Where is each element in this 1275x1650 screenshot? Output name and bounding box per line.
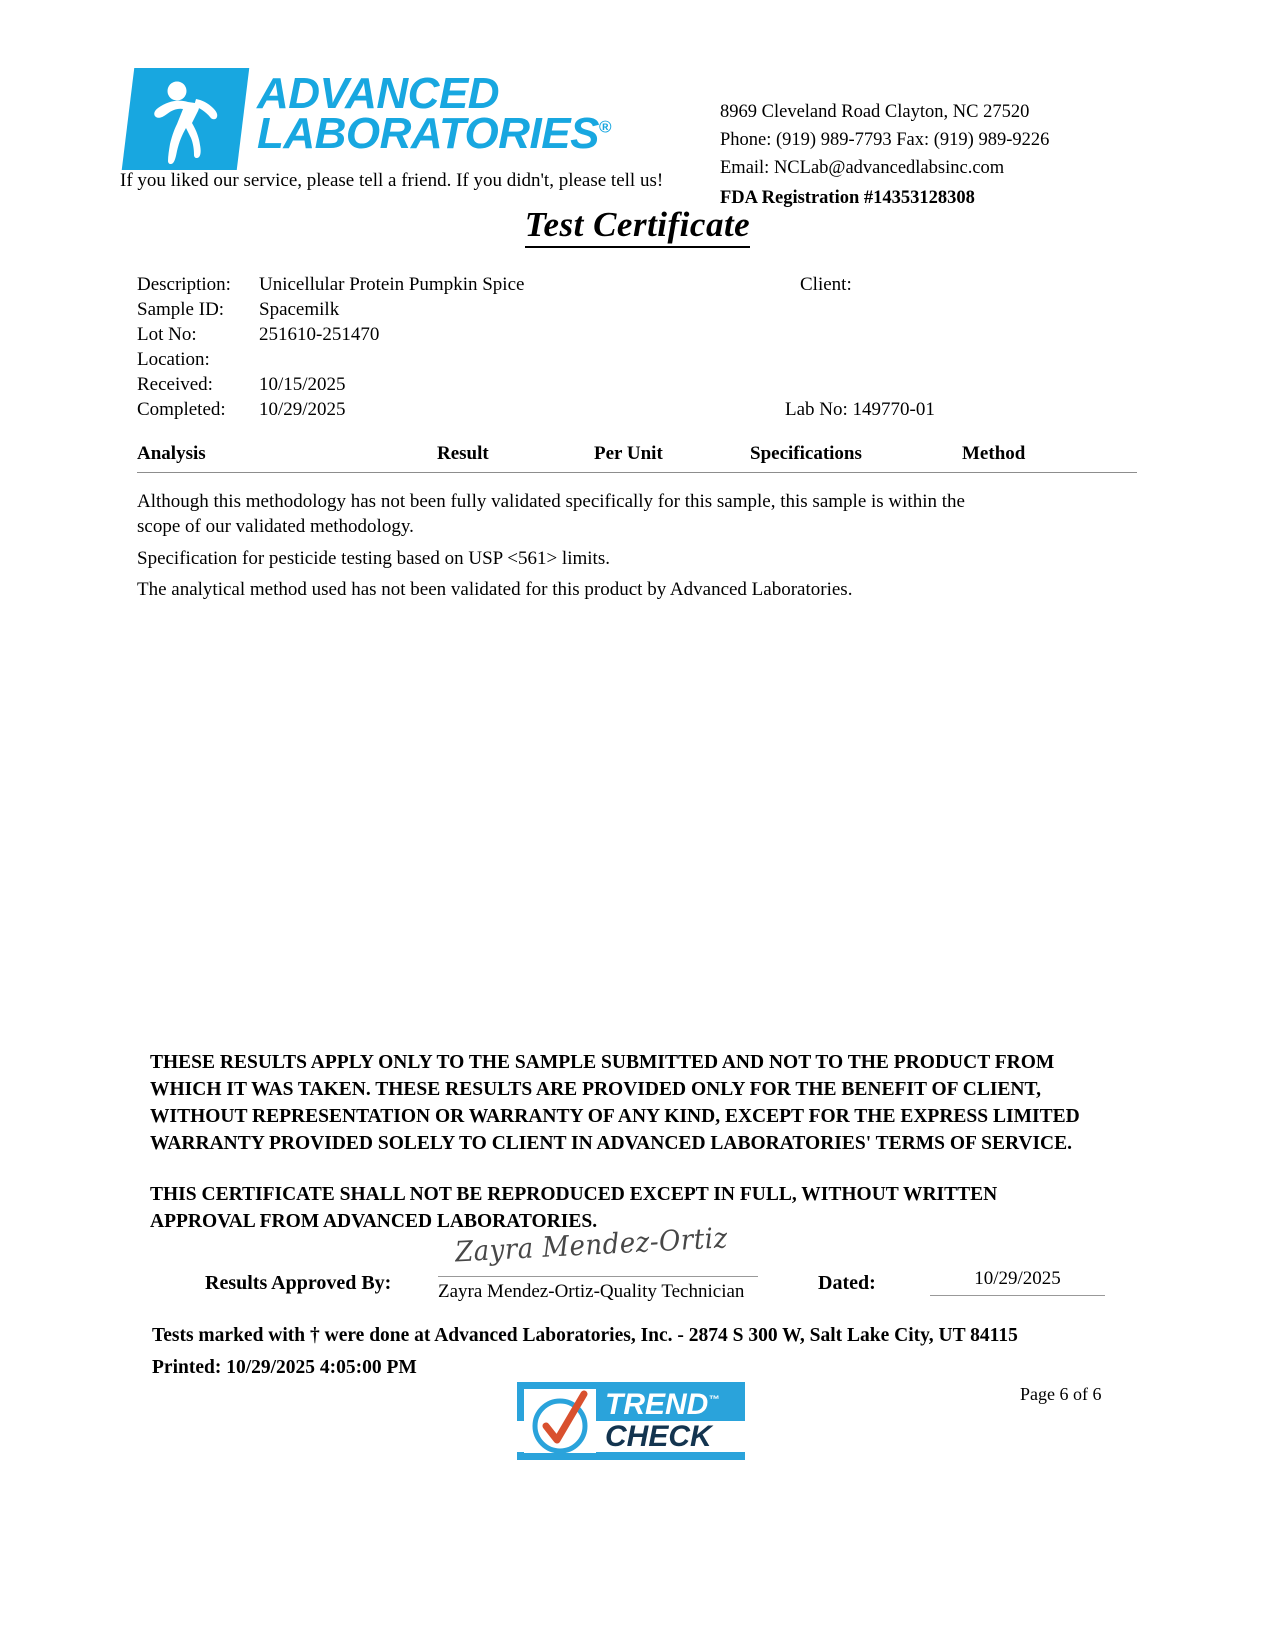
page-title (0, 205, 1275, 245)
label-received: Received: (137, 374, 213, 396)
value-received: 10/15/2025 (259, 374, 346, 396)
page-title-text: Test Certificate (525, 205, 750, 248)
dated-value: 10/29/2025 (974, 1268, 1061, 1289)
logo-line-advanced: ADVANCED (257, 69, 500, 118)
value-lot-no: 251610-251470 (259, 324, 380, 346)
sample-info-row-lot-no (137, 322, 1137, 347)
label-location: Location: (137, 349, 210, 371)
footer-tests-note: Tests marked with † were done at Advanced Laboratories, Inc. - 2874 S 300 W, Salt Lake City, UT 84115 (152, 1325, 1018, 1346)
company-contact-block (720, 98, 1049, 212)
trend-check-wordmark (603, 1382, 745, 1460)
approval-block (0, 1222, 1275, 1330)
fda-registration: FDA Registration #14353128308 (720, 188, 975, 209)
note-pesticide-spec: Specification for pesticide testing based on USP <561> limits. (137, 547, 610, 569)
results-approved-by-label: Results Approved By: (205, 1272, 392, 1294)
note-method-not-validated: The analytical method used has not been validated for this product by Advanced Laboratories. (137, 578, 853, 600)
contact-phone-fax: Phone: (919) 989-7793 Fax: (919) 989-9226 (720, 130, 1050, 151)
table-header-divider (137, 472, 1137, 473)
circle-checkmark-icon (524, 1386, 600, 1460)
trend-word (605, 1387, 745, 1421)
label-lot-no: Lot No: (137, 324, 197, 346)
page-header (0, 0, 1275, 209)
page-number: Page 6 of 6 (1020, 1384, 1102, 1404)
results-table-header (137, 443, 1137, 473)
note-validation-scope: Although this methodology has not been fully validated specifically for this sample, this sample is within the scope of our validated methodology. (137, 491, 965, 538)
lab-number: Lab No: 149770-01 (785, 399, 935, 421)
running-figure-icon (122, 68, 250, 170)
value-completed: 10/29/2025 (259, 399, 346, 421)
value-description: Unicellular Protein Pumpkin Spice (259, 274, 525, 295)
disclaimer-paragraph-2: THIS CERTIFICATE SHALL NOT BE REPRODUCED EXCEPT IN FULL, WITHOUT WRITTEN APPROVAL FROM ADVANCED LABORATORIES. (150, 1183, 998, 1232)
dated-underline (930, 1295, 1105, 1296)
label-completed: Completed: (137, 399, 226, 421)
label-sample-id: Sample ID: (137, 299, 225, 321)
label-description: Description: (137, 274, 231, 295)
disclaimer-paragraph-1: THESE RESULTS APPLY ONLY TO THE SAMPLE SUBMITTED AND NOT TO THE PRODUCT FROM WHICH IT WAS TAKEN. THESE RESULTS ARE PROVIDED ONLY FOR THE BENEFIT OF CLIENT, WITHOUT REPRESENTATION OR WARRANTY OF ANY KIND, EXCEPT FOR THE EXPRESS LIMITED WARRANTY PROVIDED SOLELY TO CLIENT IN ADVANCED LABORATORIES' TERMS OF SERVICE. (150, 1052, 1080, 1154)
methodology-notes (137, 489, 1007, 608)
logo-line-laboratories: LABORATORIES (257, 109, 599, 159)
trend-word-text: TREND (605, 1387, 709, 1421)
dated-field (930, 1240, 1105, 1296)
legal-disclaimer (150, 1050, 1085, 1235)
company-logo (128, 68, 611, 170)
company-tagline: If you liked our service, please tell a friend. If you didn't, please tell us! (120, 170, 664, 191)
registered-mark-icon: ® (598, 117, 611, 137)
trend-check-logo (517, 1382, 745, 1460)
column-header-analysis: Analysis (137, 443, 206, 464)
trademark-icon: ™ (708, 1393, 720, 1406)
signature-field (438, 1222, 758, 1303)
sample-info-row-location (137, 347, 1137, 372)
company-logo-text (257, 68, 611, 159)
check-word-text: CHECK (605, 1419, 712, 1453)
sample-info-row-completed (137, 397, 1137, 422)
sample-info-row-sample-id (137, 297, 1137, 322)
footer-printed-timestamp: Printed: 10/29/2025 4:05:00 PM (152, 1357, 417, 1378)
contact-address: 8969 Cleveland Road Clayton, NC 27520 (720, 102, 1030, 122)
value-location (259, 347, 1137, 372)
sample-info-row-description (137, 272, 1137, 297)
value-sample-id: Spacemilk (259, 299, 340, 321)
sample-info-row-received (137, 372, 1137, 397)
label-client: Client: (800, 274, 852, 295)
sample-info-block (137, 272, 1137, 422)
contact-email: Email: NCLab@advancedlabsinc.com (720, 158, 1005, 179)
trend-check-mark-area (517, 1382, 603, 1460)
column-header-specifications: Specifications (750, 443, 862, 464)
column-header-method: Method (962, 443, 1026, 464)
signature-underline (438, 1276, 758, 1277)
column-header-result: Result (437, 443, 489, 464)
signature-image: Zayra Mendez-Ortiz (454, 1222, 729, 1270)
column-header-per-unit: Per Unit (594, 443, 663, 464)
dated-label: Dated: (818, 1272, 876, 1294)
signer-name-and-title: Zayra Mendez-Ortiz-Quality Technician (438, 1281, 745, 1302)
